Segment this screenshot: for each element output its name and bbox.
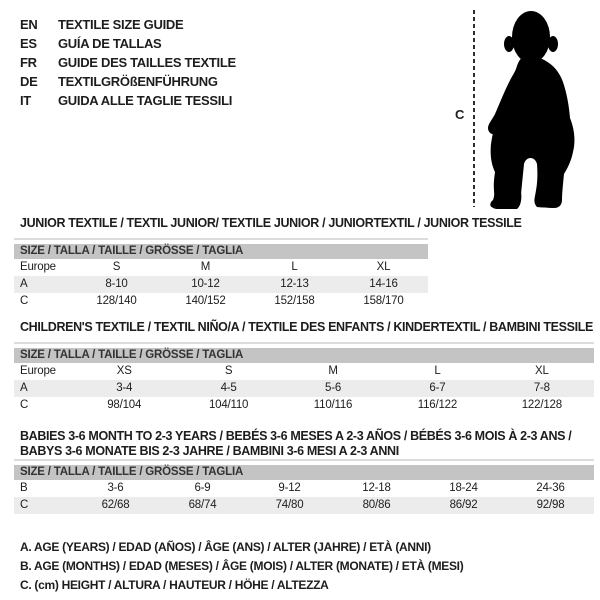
cell-value: 10-12	[191, 278, 220, 290]
cell-value: S	[224, 365, 233, 377]
cell-value: L	[434, 365, 441, 377]
language-code: EN	[20, 17, 38, 32]
cell-value: 12-13	[280, 278, 309, 290]
cell-value: 5-6	[325, 382, 342, 394]
legend-line: C. (cm) HEIGHT / ALTURA / HAUTEUR / HÖHE / ALTEZZA	[20, 578, 329, 592]
cell-value: XL	[376, 261, 391, 273]
cell-value: 24-36	[536, 482, 565, 494]
language-code: FR	[20, 55, 37, 70]
cell-value: 92/98	[536, 499, 565, 511]
row-label: A	[20, 382, 28, 394]
language-list	[20, 15, 236, 110]
section-title: JUNIOR TEXTILE / TEXTIL JUNIOR/ TEXTILE JUNIOR / JUNIORTEXTIL / JUNIOR TESSILE	[20, 216, 522, 230]
language-row	[20, 72, 236, 91]
row-label: C	[20, 499, 29, 511]
cell-value: 68/74	[188, 499, 217, 511]
table-top-rule	[14, 342, 594, 344]
toddler-silhouette-shape	[488, 11, 574, 209]
cell-value: M	[328, 365, 338, 377]
cell-value: 12-18	[362, 482, 391, 494]
table-top-rule	[14, 238, 428, 240]
legend-line: A. AGE (YEARS) / EDAD (AÑOS) / ÂGE (ANS) / ALTER (JAHRE) / ETÀ (ANNI)	[20, 540, 431, 554]
cell-value: 3-4	[116, 382, 133, 394]
cell-value: 7-8	[533, 382, 550, 394]
toddler-silhouette	[482, 6, 600, 211]
section-titles	[14, 216, 522, 230]
measurement-legend	[20, 538, 463, 595]
table-row	[14, 276, 428, 293]
size-header-bar: SIZE / TALLA / TAILLE / GRÖSSE / TAGLIA	[14, 244, 428, 259]
cell-value: 62/68	[101, 499, 130, 511]
cell-value: 110/116	[313, 399, 353, 411]
cell-value: 3-6	[107, 482, 124, 494]
height-measure-label: C	[455, 107, 465, 122]
table-section-babies	[14, 429, 594, 514]
cell-value: 152/158	[274, 295, 315, 307]
cell-value: XS	[116, 365, 132, 377]
cell-value: 116/122	[417, 399, 458, 411]
language-label: GUIDE DES TAILLES TEXTILE	[58, 55, 236, 70]
language-row	[20, 15, 236, 34]
language-row	[20, 34, 236, 53]
language-label: TEXTILE SIZE GUIDE	[58, 17, 184, 32]
cell-value: 104/110	[208, 399, 249, 411]
cell-value: XL	[534, 365, 549, 377]
table-rows	[14, 259, 428, 310]
section-titles	[14, 320, 594, 335]
language-code: ES	[20, 36, 37, 51]
cell-value: 6-7	[429, 382, 446, 394]
row-label: B	[20, 482, 28, 494]
table-top-rule	[14, 459, 594, 461]
cell-value: 128/140	[96, 295, 137, 307]
row-label: C	[20, 399, 29, 411]
section-titles	[14, 429, 594, 459]
table-row	[14, 497, 594, 514]
cell-value: 8-10	[105, 278, 128, 290]
language-label: TEXTILGRÖßENFÜHRUNG	[58, 74, 218, 89]
cell-value: 158/170	[363, 295, 404, 307]
cell-value: 80/86	[362, 499, 391, 511]
cell-value: 86/92	[449, 499, 478, 511]
language-code: DE	[20, 74, 38, 89]
table-row	[14, 259, 428, 276]
cell-value: 98/104	[107, 399, 142, 411]
section-title: BABYS 3-6 MONATE BIS 2-3 JAHRE / BAMBINI 3-6 MESI A 2-3 ANNI	[20, 444, 399, 458]
language-row	[20, 91, 236, 110]
language-label: GUIDA ALLE TAGLIE TESSILI	[58, 93, 233, 108]
height-measure-dashed-line	[473, 10, 475, 207]
table-row	[14, 480, 594, 497]
cell-value: 140/152	[185, 295, 226, 307]
row-label: Europe	[20, 261, 56, 273]
cell-value: 9-12	[278, 482, 301, 494]
language-code: IT	[20, 93, 31, 108]
table-rows	[14, 363, 594, 414]
legend-line: B. AGE (MONTHS) / EDAD (MESES) / ÂGE (MOIS) / ALTER (MONATE) / ETÀ (MESI)	[20, 559, 464, 573]
language-row	[20, 53, 236, 72]
cell-value: S	[112, 261, 121, 273]
cell-value: L	[291, 261, 298, 273]
size-header-bar: SIZE / TALLA / TAILLE / GRÖSSE / TAGLIA	[14, 348, 594, 363]
language-label: GUÍA DE TALLAS	[58, 36, 162, 51]
row-label: A	[20, 278, 28, 290]
table-row	[14, 380, 594, 397]
table-row	[14, 363, 594, 380]
cell-value: 6-9	[194, 482, 211, 494]
cell-value: 74/80	[275, 499, 304, 511]
table-section-children	[14, 320, 594, 414]
table-rows	[14, 480, 594, 514]
row-label: C	[20, 295, 29, 307]
section-title: CHILDREN'S TEXTILE / TEXTIL NIÑO/A / TEXTILE DES ENFANTS / KINDERTEXTIL / BAMBINI TESSILE	[20, 320, 594, 334]
cell-value: 4-5	[220, 382, 237, 394]
table-row	[14, 293, 428, 310]
cell-value: 18-24	[449, 482, 478, 494]
cell-value: M	[200, 261, 211, 273]
cell-value: 14-16	[369, 278, 398, 290]
section-title: BABIES 3-6 MONTH TO 2-3 YEARS / BEBÉS 3-6 MESES A 2-3 AÑOS / BÉBÉS 3-6 MOIS À 2-3 ANS /	[20, 429, 572, 443]
size-header-bar: SIZE / TALLA / TAILLE / GRÖSSE / TAGLIA	[14, 465, 594, 480]
cell-value: 122/128	[521, 399, 562, 411]
table-section-junior	[14, 216, 522, 310]
row-label: Europe	[20, 365, 56, 377]
table-row	[14, 397, 594, 414]
